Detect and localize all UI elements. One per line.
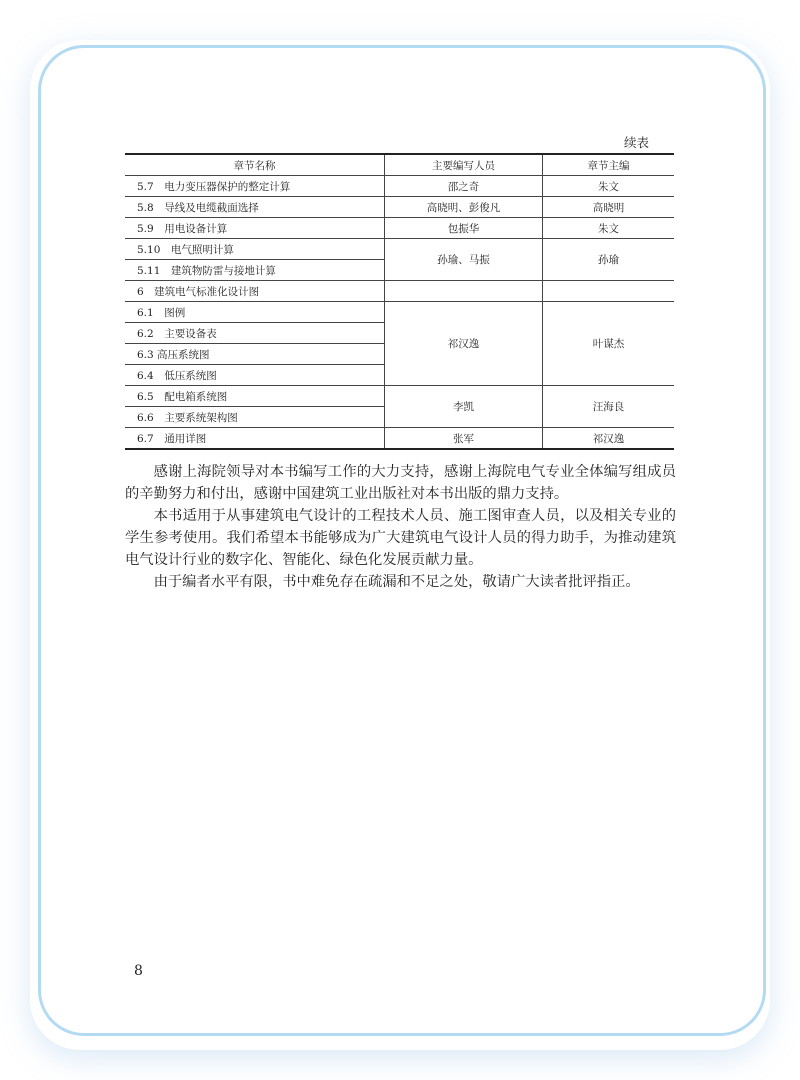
writers: 邵之奇: [385, 176, 543, 197]
editor: 汪海良: [543, 386, 675, 428]
section-name: 5.11 建筑物防雷与接地计算: [125, 260, 385, 281]
writers: 孙瑜、马振: [385, 239, 543, 281]
section-name: 6.5 配电箱系统图: [125, 386, 385, 407]
table-row: [125, 281, 674, 302]
section-name: 5.9 用电设备计算: [125, 218, 385, 239]
table-row: [125, 428, 674, 450]
table-header-row: [125, 154, 674, 176]
writers: 高晓明、彭俊凡: [385, 197, 543, 218]
writers: 李凯: [385, 386, 543, 428]
page-number: 8: [134, 963, 143, 979]
body-text: [125, 461, 676, 593]
header-section: 章节名称: [125, 154, 385, 176]
section-name: 6.7 通用详图: [125, 428, 385, 450]
section-name: 5.7 电力变压器保护的整定计算: [125, 176, 385, 197]
section-name: 6.4 低压系统图: [125, 365, 385, 386]
writers: 张军: [385, 428, 543, 450]
paragraph: 由于编者水平有限，书中难免存在疏漏和不足之处，敬请广大读者批评指正。: [153, 574, 640, 590]
section-name: 6.1 图例: [125, 302, 385, 323]
section-name: 6.2 主要设备表: [125, 323, 385, 344]
table-row: [125, 302, 674, 323]
continued-label: 续表: [624, 135, 650, 150]
section-name: 6 建筑电气标准化设计图: [125, 281, 385, 302]
table-row: [125, 176, 674, 197]
section-name: 5.10 电气照明计算: [125, 239, 385, 260]
writers: 祁汉逸: [385, 302, 543, 386]
table-row: [125, 239, 674, 260]
section-name: 6.3 高压系统图: [125, 344, 385, 365]
section-name: 6.6 主要系统架构图: [125, 407, 385, 428]
table-row: [125, 197, 674, 218]
paragraph: 本书适用于从事建筑电气设计的工程技术人员、施工图审查人员，以及相关专业的学生参考使用。我们希望本书能够成为广大建筑电气设计人员的得力助手，为推动建筑电气设计行业的数字化、智能化、绿色化发展贡献力量。: [125, 508, 676, 568]
editor: 朱文: [543, 176, 675, 197]
editor: 孙瑜: [543, 239, 675, 281]
editor: 祁汉逸: [543, 428, 675, 450]
header-editor: 章节主编: [543, 154, 675, 176]
section-name: 5.8 导线及电缆截面选择: [125, 197, 385, 218]
header-writers: 主要编写人员: [385, 154, 543, 176]
editor: 朱文: [543, 218, 675, 239]
writers: [385, 281, 543, 302]
table-row: [125, 218, 674, 239]
chapter-authors-table: [125, 153, 674, 450]
editor: [543, 281, 675, 302]
editor: 叶谋杰: [543, 302, 675, 386]
writers: 包振华: [385, 218, 543, 239]
editor: 高晓明: [543, 197, 675, 218]
table-row: [125, 386, 674, 407]
paragraph: 感谢上海院领导对本书编写工作的大力支持，感谢上海院电气专业全体编写组成员的辛勤努力和付出，感谢中国建筑工业出版社对本书出版的鼎力支持。: [125, 464, 676, 502]
